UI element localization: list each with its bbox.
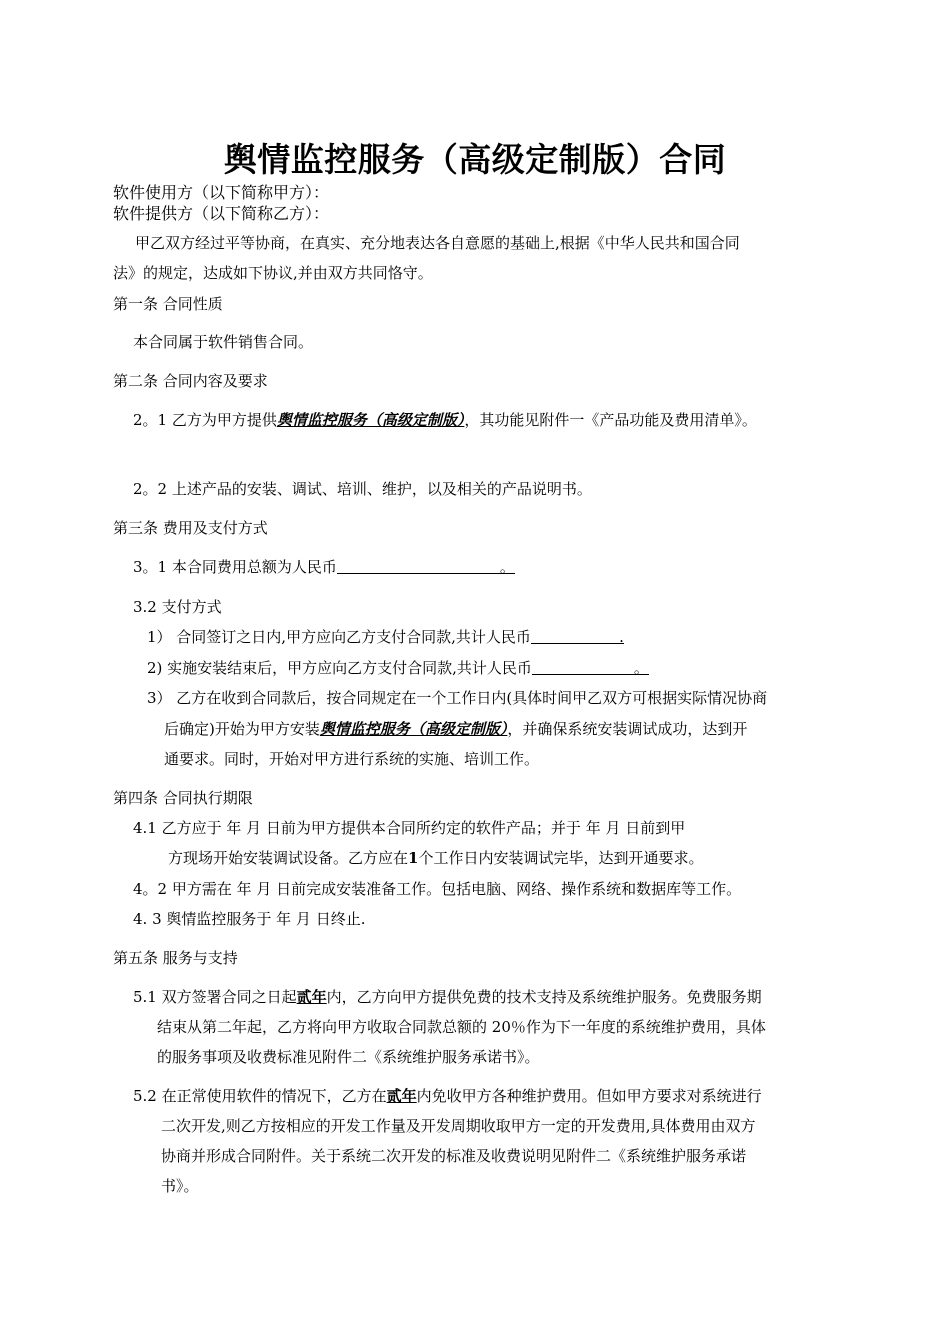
- clause-3-1: [133, 557, 515, 577]
- article-1-text: 本合同属于软件销售合同。: [133, 333, 314, 351]
- intro-line-2: 法》的规定，达成如下协议,并由双方共同恪守。: [113, 264, 433, 282]
- article-3-heading: 第三条 费用及支付方式: [113, 519, 268, 537]
- free-service-term: 贰年: [296, 988, 327, 1006]
- payment-1-blank: [531, 627, 624, 644]
- product-name: 舆情监控服务（高级定制版）: [276, 411, 465, 429]
- clause-5-1-line-1: [133, 987, 762, 1007]
- clause-3-1-end: 。: [499, 558, 515, 576]
- clause-2-2: 2。2 上述产品的安装、调试、培训、维护，以及相关的产品说明书。: [133, 480, 592, 498]
- clause-5-2-line-1-prefix: 5.2 在正常使用软件的情况下，乙方在: [133, 1087, 387, 1105]
- clause-5-2-line-2: 二次开发,则乙方按相应的开发工作量及开发周期收取甲方一定的开发费用,具体费用由双方: [161, 1117, 756, 1135]
- clause-4-1-line-2-prefix: 方现场开始安装调试设备。乙方应在: [168, 849, 409, 867]
- clause-5-1-line-3: 的服务事项及收费标准见附件二《系统维护服务承诺书》。: [157, 1048, 540, 1066]
- article-2-heading: 第二条 合同内容及要求: [113, 372, 268, 390]
- clause-5-2-line-1-suffix: 内免收甲方各种维护费用。但如甲方要求对系统进行: [416, 1087, 762, 1105]
- maintenance-term: 贰年: [386, 1087, 417, 1105]
- clause-3-1-text: 3。1 本合同费用总额为人民币: [133, 558, 337, 576]
- clause-5-1-line-1-prefix: 5.1 双方签署合同之日起: [133, 988, 297, 1006]
- clause-5-2-line-4: 书》。: [161, 1177, 199, 1195]
- clause-4-1-line-2: [168, 848, 703, 868]
- clause-4-3: 4. 3 舆情监控服务于 年 月 日终止.: [133, 910, 366, 928]
- payment-2-end: 。: [633, 659, 649, 677]
- payment-2: [147, 658, 649, 678]
- payment-1-text: 1） 合同签订之日内,甲方应向乙方支付合同款,共计人民币: [147, 628, 531, 646]
- clause-2-1-suffix: ，其功能见附件一《产品功能及费用清单》。: [464, 411, 757, 429]
- document-title: 舆情监控服务（高级定制版）合同: [223, 140, 727, 179]
- payment-2-blank: [532, 658, 649, 675]
- article-1-heading: 第一条 合同性质: [113, 295, 223, 313]
- payment-3-line-3: 通要求。同时，开始对甲方进行系统的实施、培训工作。: [164, 750, 540, 768]
- install-days: 1: [408, 849, 419, 867]
- payment-2-text: 2) 实施安装结束后，甲方应向乙方支付合同款,共计人民币: [147, 659, 532, 677]
- clause-4-2: 4。2 甲方需在 年 月 日前完成安装准备工作。包括电脑、网络、操作系统和数据库等工作。: [133, 880, 742, 898]
- payment-3-line-2-suffix: ，并确保系统安装调试成功，达到开: [507, 720, 748, 738]
- payment-3-line-2-prefix: 后确定)开始为甲方安装: [164, 720, 320, 738]
- clause-3-2: 3.2 支付方式: [133, 598, 222, 616]
- article-5-heading: 第五条 服务与支持: [113, 949, 238, 967]
- clause-4-1-line-2-suffix: 个工作日内安装调试完毕，达到开通要求。: [418, 849, 704, 867]
- intro-line-1: 甲乙双方经过平等协商，在真实、充分地表达各自意愿的基础上,根据《中华人民共和国合同: [135, 234, 740, 252]
- clause-5-2-line-3: 协商并形成合同附件。关于系统二次开发的标准及收费说明见附件二《系统维护服务承诺: [161, 1147, 747, 1165]
- product-name: 舆情监控服务（高级定制版）: [319, 720, 508, 738]
- clause-5-1-line-2: 结束从第二年起，乙方将向甲方收取合同款总额的 20％作为下一年度的系统维护费用，具体: [157, 1018, 766, 1036]
- clause-5-2-line-1: [133, 1086, 762, 1106]
- payment-1-end: .: [619, 628, 624, 646]
- clause-5-1-line-1-suffix: 内，乙方向甲方提供免费的技术支持及系统维护服务。免费服务期: [326, 988, 762, 1006]
- clause-2-1-prefix: 2。1 乙方为甲方提供: [133, 411, 277, 429]
- party-a-line: 软件使用方（以下简称甲方）：: [113, 183, 330, 202]
- party-b-line: 软件提供方（以下简称乙方）：: [113, 204, 330, 223]
- payment-3-line-2: [164, 719, 747, 739]
- payment-1: [147, 627, 624, 647]
- article-4-heading: 第四条 合同执行期限: [113, 789, 253, 807]
- clause-2-1: [133, 410, 757, 430]
- payment-3-line-1: 3） 乙方在收到合同款后，按合同规定在一个工作日内(具体时间甲乙双方可根据实际情况协商: [147, 689, 768, 707]
- clause-4-1-line-1: 4.1 乙方应于 年 月 日前为甲方提供本合同所约定的软件产品；并于 年 月 日前到甲: [133, 819, 686, 837]
- total-amount-blank: [337, 557, 515, 574]
